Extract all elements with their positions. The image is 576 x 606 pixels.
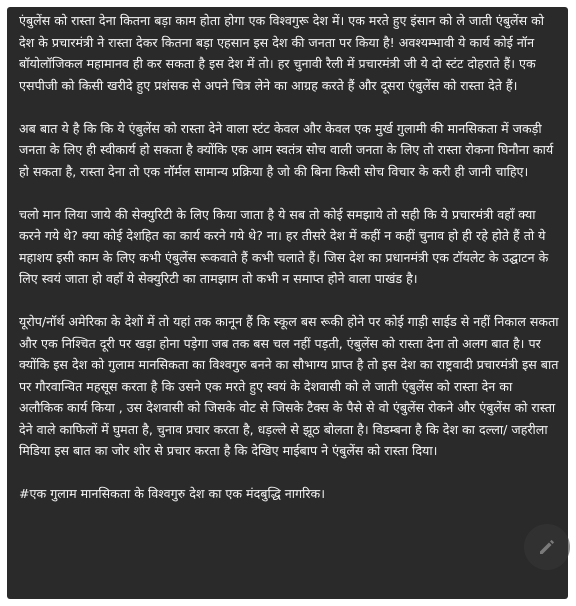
edit-button[interactable]: [524, 524, 570, 570]
post-paragraph-2: अब बात ये है कि कि ये एंबुलेंस को रास्ता देने वाला स्टंट केवल और केवल एक मुर्ख गुलामी की मानसिकता में जकड़ी जनता के लिए ही स्वीकार्य हो सकता है क्योंकि एक आम स्वतंत्र सोच वाली जनता के लिए तो रास्ता रोकना घिनौना कार्य हो सकता है, रास्ता देना तो एक नॉर्मल सामान्य प्रक्रिया है जो की बिना किसी सोच विचार के करी ही जानी चाहिए।: [19, 120, 554, 179]
post-hashtag-line: #एक गुलाम मानसिकता के विश्वगुरु देश का एक मंदबुद्धि नागरिक।: [19, 486, 325, 501]
post-paragraph-4: यूरोप/नॉर्थ अमेरिका के देशों में तो यहां तक कानून हैं कि स्कूल बस रूकी होने पर कोई गाड़ी साईड से नहीं निकाल सकता और एक निश्चित दूरी पर खड़ा होना पड़ेगा जब तक बस चल नहीं पड़ती, एंबुलेंस को रास्ता देना तो अलग बात है। पर क्योंकि इस देश को गुलाम मानसिकता का विश्वगुरु बनने का सौभाग्य प्राप्त है तो इस देश का राष्ट्रवादी प्रचारमंत्री इस बात पर गौरवान्वित महसूस करता है कि उसने एक मरते हुए स्वयं के देशवासी को ले जाती एंबुलेंस को रास्ता देन का अलौकिक कार्य किया , उस देशवासी को जिसके वोट से जिसके टैक्स के पैसे से वो एंबुलेंस रोकने और एंबुलेंस को रास्ता देने वाले काफिलों में घुमता है, चुनाव प्रचार करता है, धड़ल्ले से झूठ बोलता है। विडम्बना है कि देश का दल्ला/ जहरीला मिडिया इस बात का जोर शोर से प्रचार करता है कि देखिए माईबाप ने एंबुलेंस को रास्ता दिया।: [19, 314, 559, 458]
post-paragraph-3: चलो मान लिया जाये की सेक्युरिटी के लिए किया जाता है ये सब तो कोई समझाये तो सही कि ये प्रचारमंत्री वहाँ क्या करने गये थे? क्या कोई देशहित का कार्य करने गये थे? ना। हर तीसरे देश में कहीं न कहीं चुनाव हो ही रहे होते हैं तो ये महाशय इसी काम के लिए कभी एंबुलेंस रूकवाते हैं कभी चलाते हैं। जिस देश का प्रधानमंत्री एक टॉयलेट के उद्घाटन के लिए स्वयं जाता हो वहाँ ये सेक्युरिटी का तामझाम तो कभी न समाप्त होने वाला पाखंड है।: [19, 206, 549, 286]
post-paragraph-1: एंबुलेंस को रास्ता देना कितना बड़ा काम होता होगा एक विश्वगुरू देश में। एक मरते हुए इंसान को ले जाती एंबुलेंस को देश के प्रचारमंत्री ने रास्ता देकर कितना बड़ा एहसान इस देश की जनता पर किया है! अवश्यम्भावी ये कार्य कोई नॉन बॉयोलॉजिकल महामानव ही कर सकता है इस देश में तो। हर चुनावी रैली में प्रचारमंत्री जी ये दो स्टंट दोहराते हैं। एक एसपीजी को किसी खरीदे हुए प्रशंसक से अपने चित्र लेने का आग्रह करते हैं और दूसरा एंबुलेंस को रास्ता देते हैं।: [19, 13, 545, 93]
pencil-icon: [537, 537, 557, 557]
post-text-card: [7, 7, 568, 599]
